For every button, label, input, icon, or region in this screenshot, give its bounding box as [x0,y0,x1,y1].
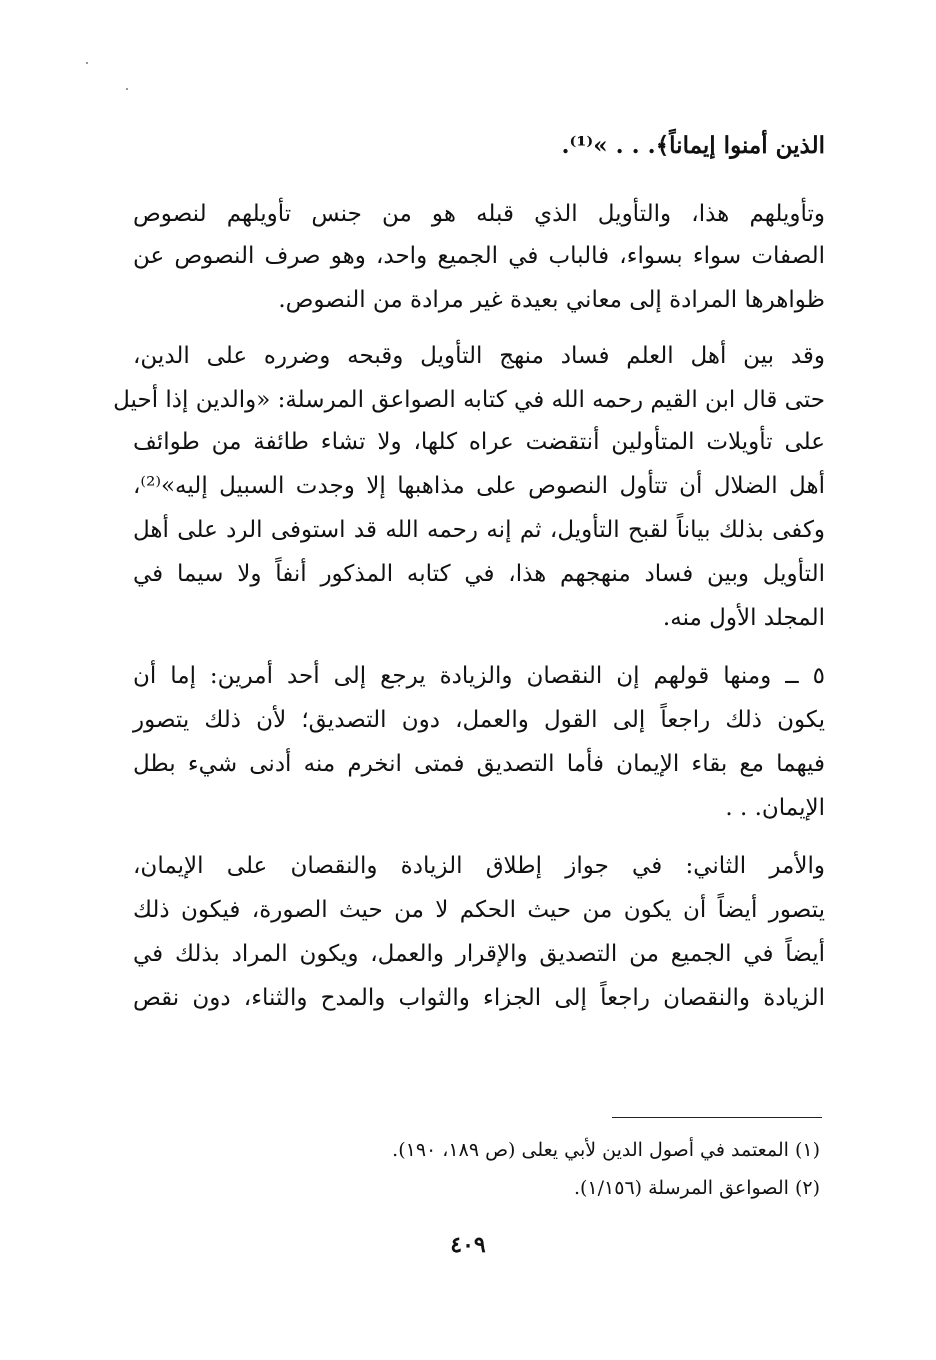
text-line-10: التأويل وبين فساد منهجهم هذا، في كتابه المذكور أنفاً ولا سيما في [133,561,825,587]
text-line-2: وتأويلهم هذا، والتأويل الذي قبله هو من جنس تأويلهم لنصوص [133,201,825,227]
text-line-17: يتصور أيضاً أن يكون من حيث الحكم لا من حيث الصورة، فيكون ذلك [133,897,825,923]
text-line-3: الصفات سواء بسواء، فالباب في الجميع واحد، وهو صرف النصوص عن [133,243,825,269]
text-line-7: على تأويلات المتأولين أنتقضت عراه كلها، ولا تشاء طائفة من طوائف [133,429,825,455]
text-line-8: أهل الضلال أن تتأول النصوص على مذاهبها إلا وجدت السبيل إليه»⁽²⁾، [133,473,825,499]
text-line-15: الإيمان. . . [725,795,825,821]
scan-speck [86,62,88,64]
text-line-11: المجلد الأول منه. [662,605,825,631]
footnote-separator [612,1117,822,1118]
text-line-9: وكفى بذلك بياناً لقبح التأويل، ثم إنه رحمه الله قد استوفى الرد على أهل [133,517,825,543]
text-line-12: ٥ ــ ومنها قولهم إن النقصان والزيادة يرجع إلى أحد أمرين: إما أن [133,663,825,689]
text-line-13: يكون ذلك راجعاً إلى القول والعمل، دون التصديق؛ لأن ذلك يتصور [133,707,825,733]
page-number: ٤٠٩ [450,1232,486,1258]
text-line-19: الزيادة والنقصان راجعاً إلى الجزاء والثواب والمدح والثناء، دون نقص [133,985,825,1011]
text-line-6: حتى قال ابن القيم رحمه الله في كتابه الصواعق المرسلة: «والدين إذا أحيل [113,387,825,413]
scan-speck [126,88,128,90]
text-line-1: الذين أمنوا إيماناً﴾. . . »⁽¹⁾. [561,132,825,159]
footnote-1: (١) المعتمد في أصول الدين لأبي يعلى (ص ١٨٩، ١٩٠). [392,1139,820,1161]
text-line-14: فيهما مع بقاء الإيمان فأما التصديق فمتى انخرم منه أدنى شيء بطل [133,751,825,777]
text-line-18: أيضاً في الجميع من التصديق والإقرار والعمل، ويكون المراد بذلك في [133,941,825,967]
text-line-5: وقد بين أهل العلم فساد منهج التأويل وقبحه وضرره على الدين، [133,343,825,369]
footnote-2: (٢) الصواعق المرسلة (١/١٥٦). [573,1177,820,1199]
text-line-16: والأمر الثاني: في جواز إطلاق الزيادة والنقصان على الإيمان، [133,853,825,879]
text-line-4: ظواهرها المرادة إلى معاني بعيدة غير مرادة من النصوص. [278,287,825,313]
